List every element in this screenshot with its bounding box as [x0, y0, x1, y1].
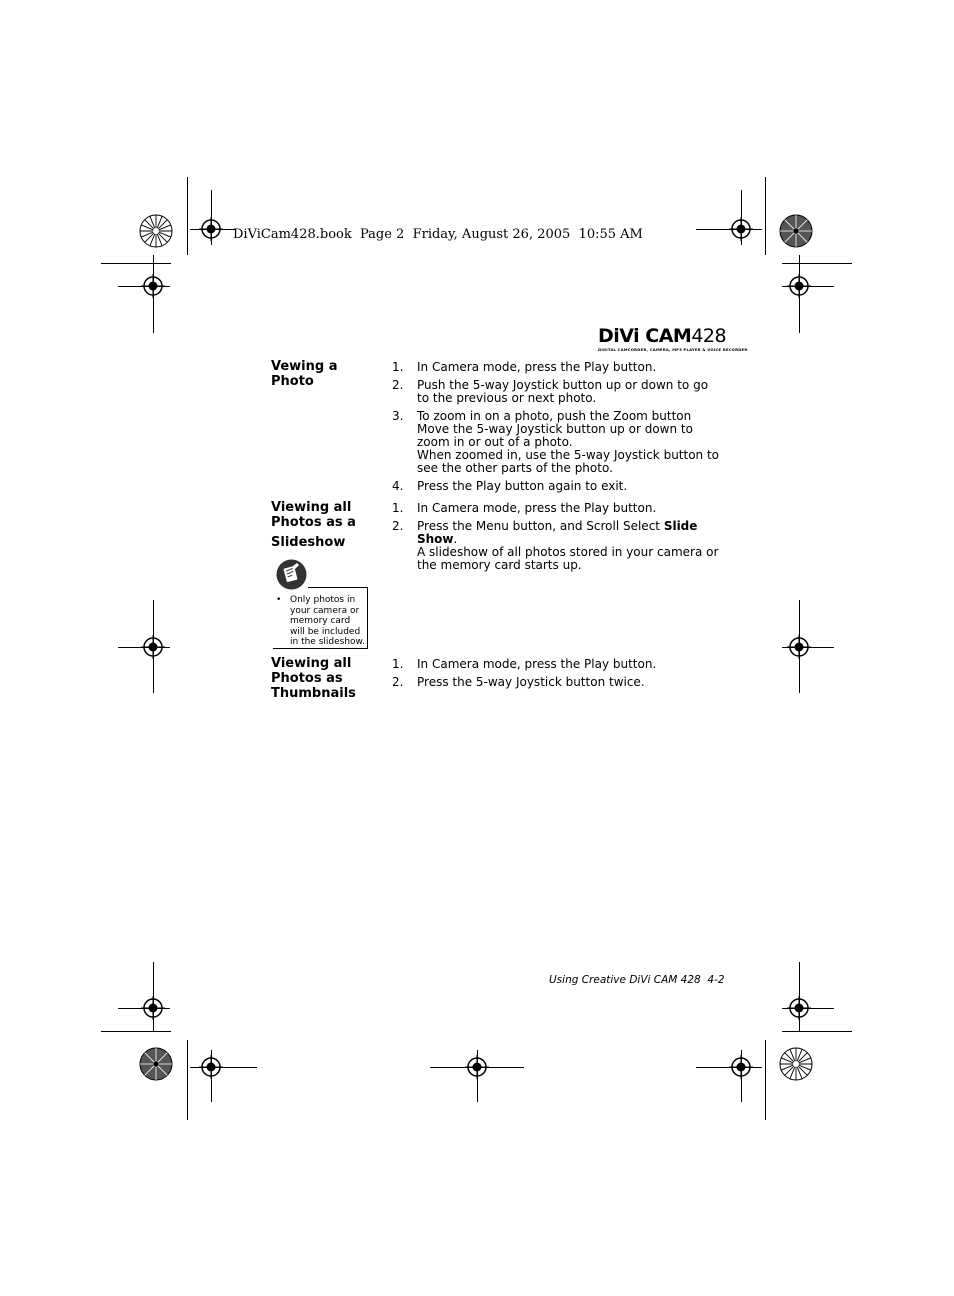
registration-target-icon — [787, 274, 811, 298]
crop-mark — [101, 263, 171, 264]
note-icon — [276, 559, 307, 590]
list-item-continuation: A slideshow of all photos stored in your camera or the memory card starts up. — [417, 545, 719, 572]
section-title-slideshow: Viewing all Photos as a Slideshow — [271, 500, 356, 550]
steps-thumbnails — [392, 658, 722, 694]
registration-target-icon — [787, 996, 811, 1020]
star-target-icon — [779, 1047, 813, 1081]
note-divider — [308, 587, 367, 588]
steps-slideshow — [392, 502, 722, 577]
list-item: 2. Press the 5-way Joystick button twice. — [392, 675, 645, 689]
list-item: 1. In Camera mode, press the Play button. — [392, 657, 657, 671]
steps-viewing-photo — [392, 361, 722, 498]
registration-target-icon — [729, 1055, 753, 1079]
list-item-continuation: When zoomed in, use the 5-way Joystick button to see the other parts of the photo. — [417, 448, 720, 475]
divi-cam-logo — [598, 325, 748, 352]
section-title-thumbnails: Viewing all Photos as Thumbnails — [271, 656, 356, 701]
registration-target-icon — [199, 1055, 223, 1079]
logo-brand: DiVi CAM — [598, 325, 692, 347]
book-header-stamp: DiViCam428.book Page 2 Friday, August 26, 2005 10:55 AM — [233, 227, 643, 242]
list-item: 2. Push the 5-way Joystick button up or down to go to the previous or next photo. — [392, 378, 709, 405]
crop-mark — [187, 177, 188, 255]
registration-target-icon — [729, 217, 753, 241]
logo-model: 428 — [691, 325, 727, 347]
crop-mark — [782, 263, 852, 264]
list-item: 3. To zoom in on a photo, push the Zoom button Move the 5-way Joystick button up or down to zoom in or out of a photo. — [392, 409, 693, 449]
list-item: 1. In Camera mode, press the Play button. — [392, 501, 657, 515]
star-target-icon — [139, 214, 173, 248]
registration-target-icon — [141, 274, 165, 298]
registration-target-icon — [199, 217, 223, 241]
page-footer: Using Creative DiVi CAM 428 4-2 — [549, 974, 725, 986]
crop-mark — [765, 1040, 766, 1120]
crop-mark — [782, 1031, 852, 1032]
registration-target-icon — [465, 1055, 489, 1079]
star-target-icon — [139, 1047, 173, 1081]
star-target-icon — [779, 214, 813, 248]
list-item: 2. Press the Menu button, and Scroll Select Slide Show. — [392, 519, 698, 546]
note-text: • Only photos in your camera or memory card will be included in the slideshow. — [276, 595, 365, 647]
crop-mark — [765, 177, 766, 255]
section-title-viewing-photo: Vewing a Photo — [271, 359, 338, 389]
crop-mark — [101, 1031, 171, 1032]
registration-target-icon — [141, 635, 165, 659]
registration-target-icon — [141, 996, 165, 1020]
registration-target-icon — [787, 635, 811, 659]
list-item: 4. Press the Play button again to exit. — [392, 479, 628, 493]
logo-tagline: DIGITAL CAMCORDER, CAMERA, MP3 PLAYER & VOICE RECORDER — [598, 347, 748, 352]
crop-mark — [187, 1040, 188, 1120]
list-item: 1. In Camera mode, press the Play button. — [392, 360, 657, 374]
